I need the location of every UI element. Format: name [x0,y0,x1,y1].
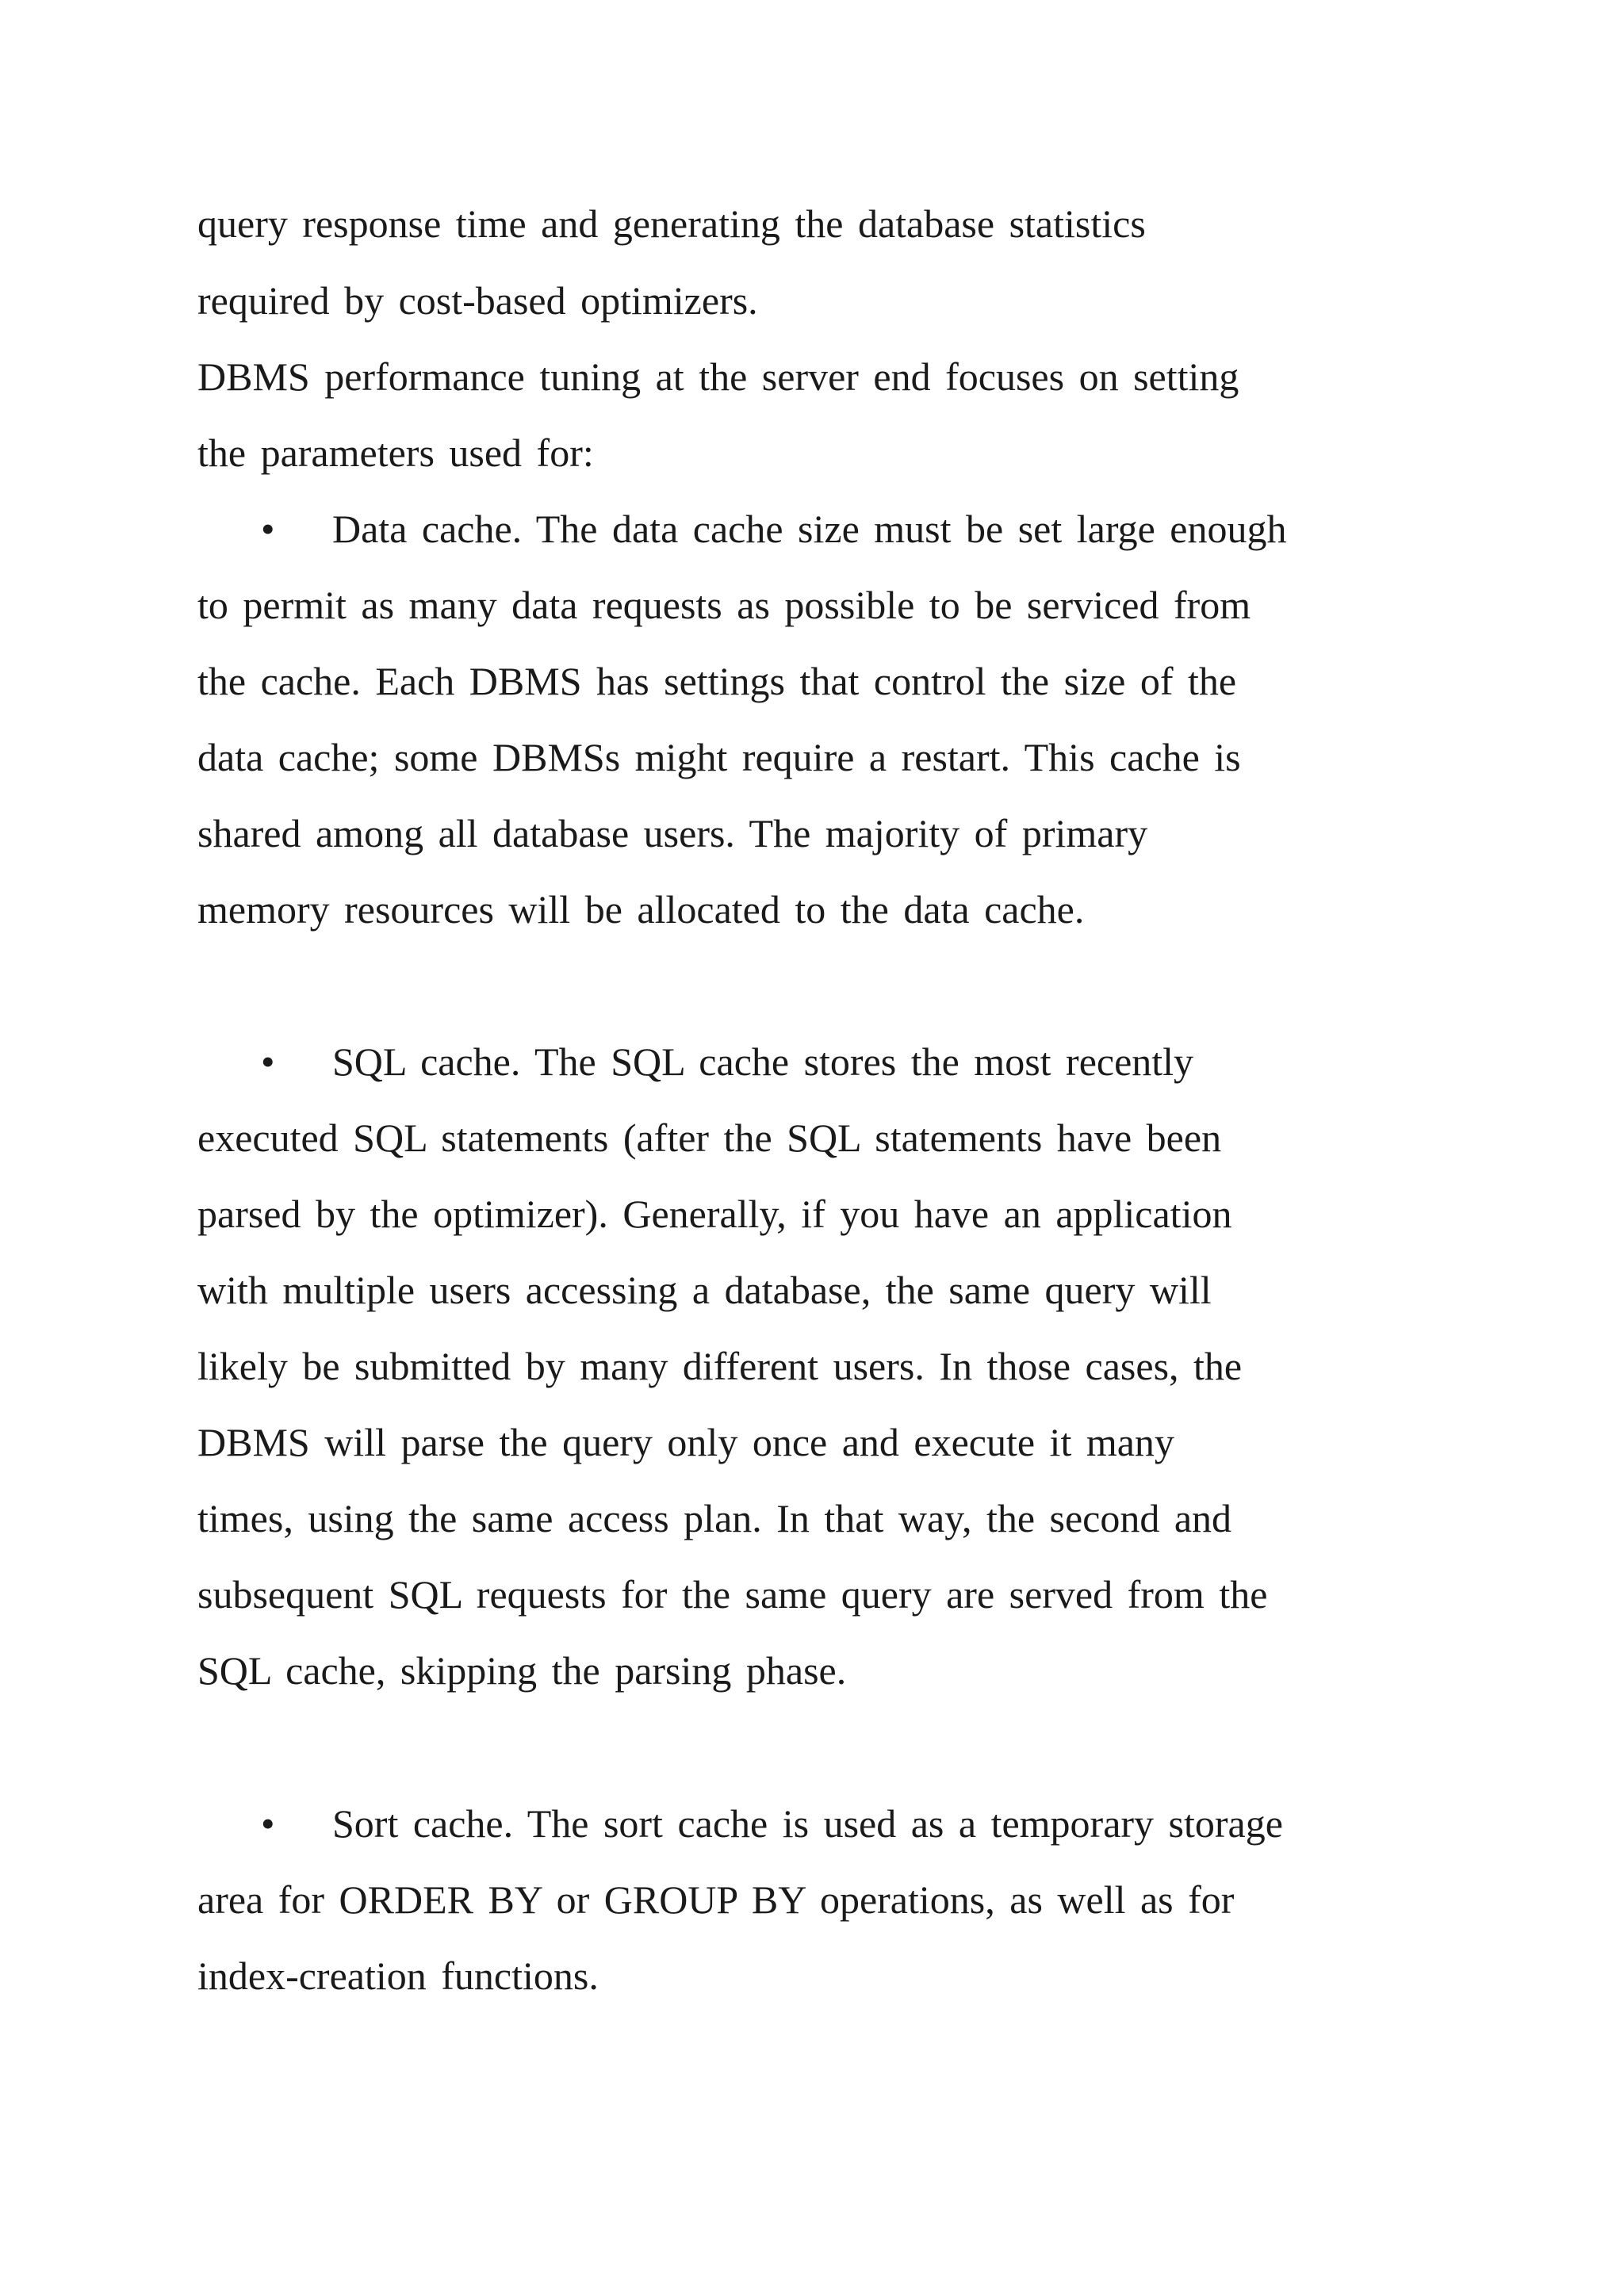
sql-cache-line-7: times, using the same access plan. In that way, the second and [197,1496,1232,1540]
sort-cache-line-3: index-creation functions. [197,1954,599,1998]
data-cache-line-4: data cache; some DBMSs might require a restart. This cache is [197,735,1241,779]
sql-cache-line-3: parsed by the optimizer). Generally, if you have an application [197,1192,1232,1236]
server-tuning-line-1: DBMS performance tuning at the server end focuses on setting [197,354,1239,399]
bullet-icon: • [261,1039,275,1084]
data-cache-line-6: memory resources will be allocated to the data cache. [197,887,1085,932]
intro-line-2: required by cost-based optimizers. [197,278,758,323]
data-cache-line-5: shared among all database users. The majority of primary [197,811,1148,855]
sort-cache-first-line: Sort cache. The sort cache is used as a temporary storage [332,1801,1283,1846]
data-cache-first-line: Data cache. The data cache size must be set large enough [332,507,1287,551]
sql-cache-line-2: executed SQL statements (after the SQL statements have been [197,1115,1222,1160]
bullet-icon: • [261,507,275,551]
sql-cache-line-6: DBMS will parse the query only once and execute it many [197,1420,1174,1464]
sql-cache-line-8: subsequent SQL requests for the same query are served from the [197,1572,1268,1617]
sql-cache-first-line: SQL cache. The SQL cache stores the most recently [332,1039,1194,1084]
sql-cache-line-4: with multiple users accessing a database, the same query will [197,1268,1212,1312]
sort-cache-line-2: area for ORDER BY or GROUP BY operations, as well as for [197,1877,1235,1922]
sql-cache-line-5: likely be submitted by many different users. In those cases, the [197,1344,1243,1388]
server-tuning-line-2: the parameters used for: [197,430,594,475]
sql-cache-line-9: SQL cache, skipping the parsing phase. [197,1648,847,1693]
data-cache-line-2: to permit as many data requests as possible to be serviced from [197,583,1251,627]
intro-line-1: query response time and generating the database statistics [197,201,1146,246]
data-cache-line-3: the cache. Each DBMS has settings that control the size of the [197,659,1237,703]
bullet-icon: • [261,1801,275,1846]
